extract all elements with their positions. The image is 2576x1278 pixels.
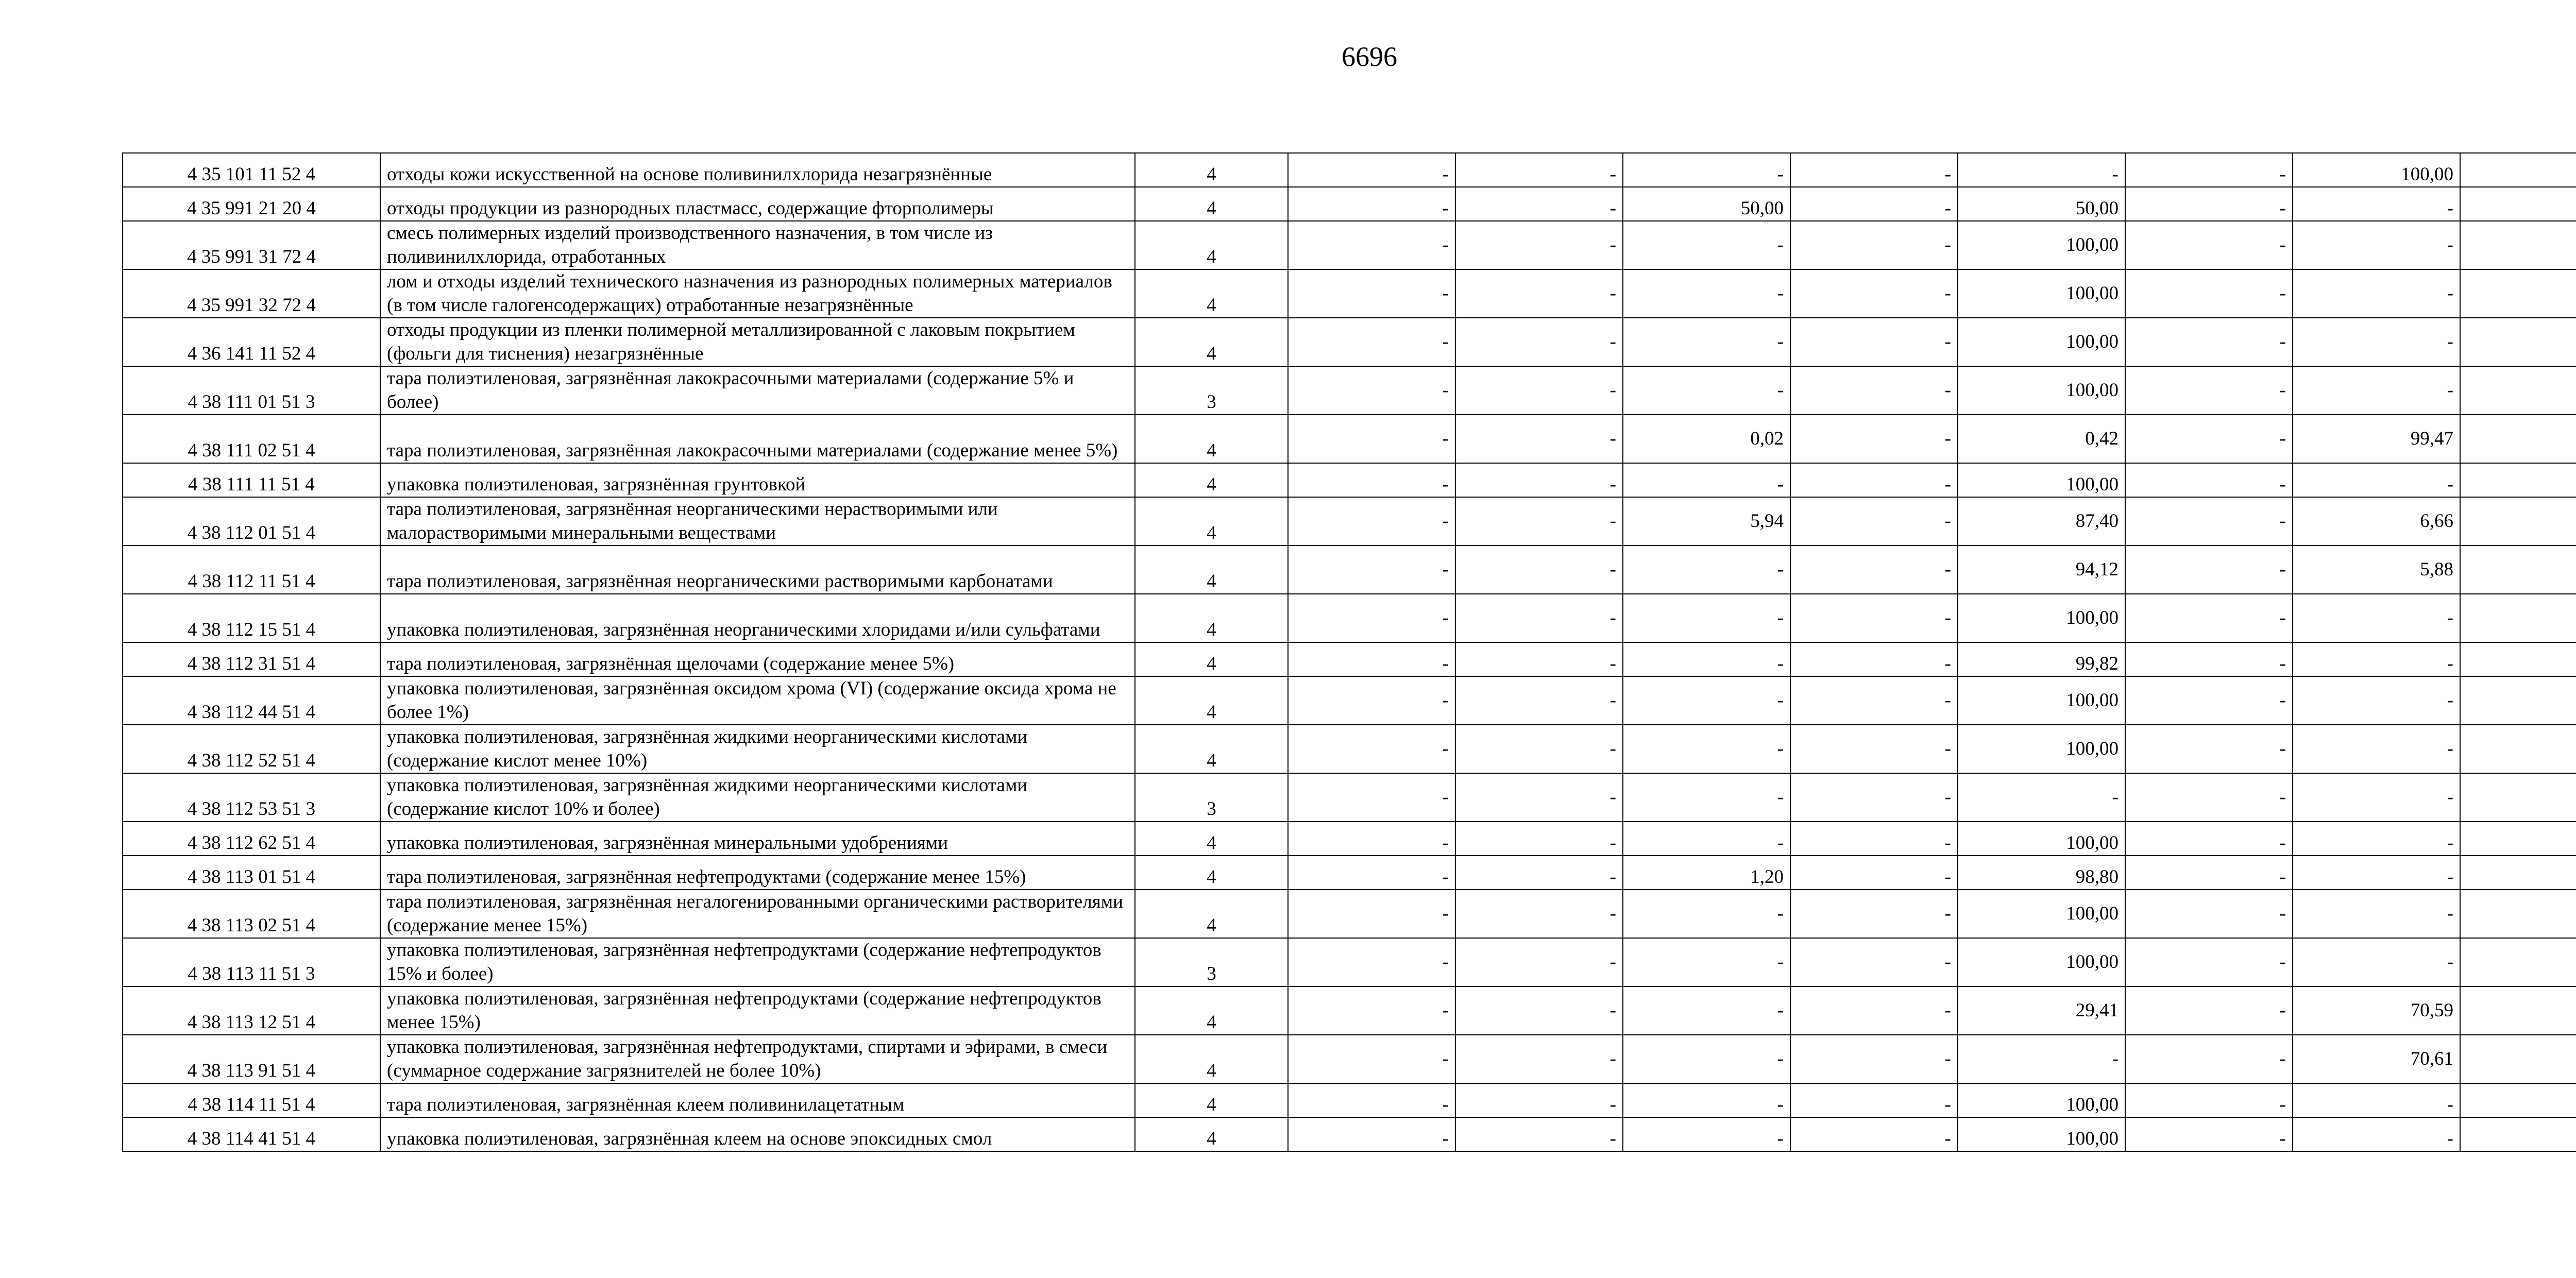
value-cell <box>2460 366 2576 415</box>
hazard-class-cell: 4 <box>1135 1035 1288 1083</box>
value-cell: 94,12 <box>1958 546 2125 594</box>
value-cell: - <box>2125 1035 2293 1083</box>
value-cell <box>2460 642 2576 676</box>
value-cell: - <box>2125 890 2293 938</box>
value-cell: - <box>2125 822 2293 856</box>
table-row <box>123 725 2576 773</box>
value-cell: 6,66 <box>2293 497 2460 546</box>
value-cell: - <box>1623 676 1790 725</box>
table-row <box>123 153 2576 187</box>
waste-name-cell: упаковка полиэтиленовая, загрязнённая нефтепродуктами (содержание нефтепродуктов 15% и более) <box>380 938 1135 986</box>
value-cell <box>2460 497 2576 546</box>
value-cell: - <box>1455 1117 1623 1151</box>
hazard-class-cell: 4 <box>1135 594 1288 642</box>
value-cell: - <box>1455 221 1623 269</box>
value-cell: - <box>1790 856 1958 890</box>
hazard-class-cell: 4 <box>1135 497 1288 546</box>
value-cell: - <box>2293 187 2460 221</box>
value-cell: - <box>1455 497 1623 546</box>
waste-name-cell: упаковка полиэтиленовая, загрязнённая нефтепродуктами (содержание нефтепродуктов менее 15%) <box>380 986 1135 1035</box>
value-cell: 0,42 <box>1958 415 2125 463</box>
table-row <box>123 938 2576 986</box>
waste-code-cell: 4 38 112 44 51 4 <box>123 676 380 725</box>
value-cell: - <box>1958 153 2125 187</box>
page-number: 6696 <box>1342 41 1397 72</box>
value-cell: - <box>1623 642 1790 676</box>
value-cell <box>2460 1035 2576 1083</box>
hazard-class-cell: 4 <box>1135 642 1288 676</box>
value-cell: - <box>1623 773 1790 822</box>
waste-code-cell: 4 38 111 01 51 3 <box>123 366 380 415</box>
value-cell: 98,80 <box>1958 856 2125 890</box>
value-cell <box>2460 415 2576 463</box>
value-cell <box>2460 986 2576 1035</box>
hazard-class-cell: 4 <box>1135 269 1288 318</box>
value-cell: - <box>2293 938 2460 986</box>
value-cell <box>2460 153 2576 187</box>
value-cell: - <box>1623 269 1790 318</box>
value-cell: 1,20 <box>1623 856 1790 890</box>
value-cell: 100,00 <box>1958 221 2125 269</box>
value-cell: 29,41 <box>1958 986 2125 1035</box>
waste-code-cell: 4 38 113 02 51 4 <box>123 890 380 938</box>
value-cell: - <box>1455 594 1623 642</box>
waste-code-cell: 4 38 114 41 51 4 <box>123 1117 380 1151</box>
value-cell: - <box>1455 269 1623 318</box>
value-cell: - <box>2293 594 2460 642</box>
value-cell: - <box>1288 676 1455 725</box>
hazard-class-cell: 4 <box>1135 318 1288 366</box>
waste-name-cell: тара полиэтиленовая, загрязнённая щелочами (содержание менее 5%) <box>380 642 1135 676</box>
table-row <box>123 773 2576 822</box>
value-cell: - <box>1790 890 1958 938</box>
value-cell: 0,02 <box>1623 415 1790 463</box>
value-cell: - <box>1790 463 1958 497</box>
waste-code-cell: 4 38 112 62 51 4 <box>123 822 380 856</box>
value-cell: - <box>2125 938 2293 986</box>
value-cell: - <box>1288 1083 1455 1117</box>
value-cell: - <box>1288 269 1455 318</box>
value-cell: - <box>1455 986 1623 1035</box>
value-cell: 100,00 <box>1958 676 2125 725</box>
value-cell: - <box>2293 822 2460 856</box>
value-cell: - <box>1623 546 1790 594</box>
waste-data-table <box>122 152 2576 1152</box>
waste-name-cell: тара полиэтиленовая, загрязнённая неорганическими растворимыми карбонатами <box>380 546 1135 594</box>
table-row <box>123 415 2576 463</box>
value-cell <box>2460 890 2576 938</box>
value-cell <box>2460 725 2576 773</box>
value-cell: 100,00 <box>1958 318 2125 366</box>
value-cell: - <box>1623 1035 1790 1083</box>
hazard-class-cell: 4 <box>1135 1083 1288 1117</box>
value-cell: - <box>2125 221 2293 269</box>
value-cell: - <box>1790 986 1958 1035</box>
table-row <box>123 546 2576 594</box>
value-cell: 100,00 <box>1958 938 2125 986</box>
value-cell: - <box>1455 1083 1623 1117</box>
hazard-class-cell: 4 <box>1135 221 1288 269</box>
value-cell: 5,94 <box>1623 497 1790 546</box>
waste-name-cell: тара полиэтиленовая, загрязнённая негалогенированными органическими растворителями (содержание менее 15%) <box>380 890 1135 938</box>
waste-name-cell: отходы продукции из пленки полимерной металлизированной с лаковым покрытием (фольги для тиснения) незагрязнённые <box>380 318 1135 366</box>
hazard-class-cell: 4 <box>1135 153 1288 187</box>
value-cell <box>2460 269 2576 318</box>
value-cell: - <box>2125 497 2293 546</box>
waste-code-cell: 4 38 112 52 51 4 <box>123 725 380 773</box>
hazard-class-cell: 4 <box>1135 822 1288 856</box>
hazard-class-cell: 4 <box>1135 856 1288 890</box>
value-cell <box>2460 1083 2576 1117</box>
value-cell: - <box>1623 366 1790 415</box>
value-cell: - <box>1790 1117 1958 1151</box>
value-cell: - <box>2125 366 2293 415</box>
hazard-class-cell: 4 <box>1135 986 1288 1035</box>
hazard-class-cell: 4 <box>1135 546 1288 594</box>
value-cell: 100,00 <box>1958 594 2125 642</box>
waste-name-cell: тара полиэтиленовая, загрязнённая лакокрасочными материалами (содержание 5% и более) <box>380 366 1135 415</box>
value-cell <box>2460 773 2576 822</box>
table-row <box>123 497 2576 546</box>
value-cell: - <box>1623 986 1790 1035</box>
value-cell: - <box>1455 463 1623 497</box>
value-cell: - <box>1455 546 1623 594</box>
value-cell: - <box>2125 546 2293 594</box>
value-cell: 100,00 <box>1958 269 2125 318</box>
table-row <box>123 856 2576 890</box>
value-cell: - <box>2125 594 2293 642</box>
value-cell <box>2460 594 2576 642</box>
value-cell: - <box>1288 1117 1455 1151</box>
value-cell: - <box>1455 642 1623 676</box>
value-cell: - <box>1455 153 1623 187</box>
value-cell: - <box>1288 187 1455 221</box>
waste-code-cell: 4 38 112 31 51 4 <box>123 642 380 676</box>
value-cell: - <box>1288 153 1455 187</box>
value-cell: - <box>2125 986 2293 1035</box>
value-cell: - <box>1623 890 1790 938</box>
waste-code-cell: 4 38 112 15 51 4 <box>123 594 380 642</box>
value-cell: - <box>2125 1117 2293 1151</box>
value-cell: - <box>1455 856 1623 890</box>
waste-name-cell: лом и отходы изделий технического назначения из разнородных полимерных материалов (в том числе галогенсодержащих) отработанные незагрязнённые <box>380 269 1135 318</box>
value-cell: 50,00 <box>1958 187 2125 221</box>
value-cell: - <box>2293 725 2460 773</box>
hazard-class-cell: 4 <box>1135 676 1288 725</box>
value-cell: - <box>2293 890 2460 938</box>
value-cell: - <box>2293 773 2460 822</box>
value-cell: - <box>1288 497 1455 546</box>
value-cell: - <box>1455 676 1623 725</box>
value-cell: - <box>1623 594 1790 642</box>
waste-name-cell: упаковка полиэтиленовая, загрязнённая жидкими неорганическими кислотами (содержание кислот 10% и более) <box>380 773 1135 822</box>
value-cell <box>2460 318 2576 366</box>
waste-name-cell: упаковка полиэтиленовая, загрязнённая оксидом хрома (VI) (содержание оксида хрома не более 1%) <box>380 676 1135 725</box>
waste-code-cell: 4 38 113 01 51 4 <box>123 856 380 890</box>
value-cell: - <box>2293 1117 2460 1151</box>
waste-code-cell: 4 38 113 11 51 3 <box>123 938 380 986</box>
value-cell <box>2460 938 2576 986</box>
value-cell: - <box>1455 318 1623 366</box>
value-cell: - <box>1790 546 1958 594</box>
value-cell: - <box>2293 463 2460 497</box>
value-cell: - <box>1790 415 1958 463</box>
value-cell: - <box>1790 497 1958 546</box>
value-cell: - <box>2125 318 2293 366</box>
value-cell <box>2460 221 2576 269</box>
value-cell: - <box>2293 856 2460 890</box>
value-cell: - <box>2293 676 2460 725</box>
waste-code-cell: 4 35 991 32 72 4 <box>123 269 380 318</box>
value-cell: 50,00 <box>1623 187 1790 221</box>
waste-code-cell: 4 38 112 53 51 3 <box>123 773 380 822</box>
value-cell: 100,00 <box>1958 1117 2125 1151</box>
value-cell: - <box>2293 642 2460 676</box>
table-row <box>123 642 2576 676</box>
value-cell: - <box>1790 1035 1958 1083</box>
waste-code-cell: 4 38 111 02 51 4 <box>123 415 380 463</box>
hazard-class-cell: 4 <box>1135 415 1288 463</box>
table-row <box>123 890 2576 938</box>
value-cell: - <box>1790 221 1958 269</box>
value-cell: - <box>1288 594 1455 642</box>
waste-name-cell: отходы кожи искусственной на основе поливинилхлорида незагрязнённые <box>380 153 1135 187</box>
value-cell: 100,00 <box>1958 1083 2125 1117</box>
hazard-class-cell: 4 <box>1135 1117 1288 1151</box>
waste-code-cell: 4 38 112 11 51 4 <box>123 546 380 594</box>
hazard-class-cell: 4 <box>1135 463 1288 497</box>
value-cell: 70,59 <box>2293 986 2460 1035</box>
value-cell: 99,82 <box>1958 642 2125 676</box>
value-cell: - <box>1623 153 1790 187</box>
value-cell: - <box>1958 773 2125 822</box>
value-cell: - <box>1790 366 1958 415</box>
value-cell <box>2460 1117 2576 1151</box>
table-row <box>123 1035 2576 1083</box>
waste-code-cell: 4 38 112 01 51 4 <box>123 497 380 546</box>
value-cell: - <box>1288 986 1455 1035</box>
value-cell: - <box>2125 642 2293 676</box>
value-cell <box>2460 463 2576 497</box>
value-cell: - <box>1790 318 1958 366</box>
value-cell: - <box>1790 676 1958 725</box>
value-cell: - <box>1455 366 1623 415</box>
value-cell: - <box>1455 1035 1623 1083</box>
value-cell: - <box>1623 221 1790 269</box>
value-cell: - <box>1623 1117 1790 1151</box>
value-cell: - <box>2125 725 2293 773</box>
value-cell <box>2460 187 2576 221</box>
hazard-class-cell: 4 <box>1135 187 1288 221</box>
waste-name-cell: тара полиэтиленовая, загрязнённая лакокрасочными материалами (содержание менее 5%) <box>380 415 1135 463</box>
table-row <box>123 986 2576 1035</box>
value-cell: - <box>2125 856 2293 890</box>
value-cell: 100,00 <box>1958 725 2125 773</box>
value-cell: - <box>1790 1083 1958 1117</box>
waste-name-cell: тара полиэтиленовая, загрязнённая неорганическими нерастворимыми или малорастворимыми минеральными веществами <box>380 497 1135 546</box>
waste-name-cell: тара полиэтиленовая, загрязнённая клеем поливинилацетатным <box>380 1083 1135 1117</box>
value-cell: - <box>2125 1083 2293 1117</box>
value-cell: - <box>1958 1035 2125 1083</box>
value-cell: - <box>1623 725 1790 773</box>
value-cell: - <box>2293 1083 2460 1117</box>
value-cell: - <box>1455 187 1623 221</box>
value-cell: 100,00 <box>2293 153 2460 187</box>
value-cell: - <box>1790 187 1958 221</box>
value-cell: - <box>2125 676 2293 725</box>
value-cell: - <box>1790 725 1958 773</box>
waste-code-cell: 4 38 114 11 51 4 <box>123 1083 380 1117</box>
value-cell: - <box>1623 318 1790 366</box>
waste-code-cell: 4 38 111 11 51 4 <box>123 463 380 497</box>
value-cell: - <box>1623 822 1790 856</box>
value-cell: 100,00 <box>1958 463 2125 497</box>
value-cell: - <box>1288 221 1455 269</box>
value-cell: - <box>1455 822 1623 856</box>
waste-code-cell: 4 35 101 11 52 4 <box>123 153 380 187</box>
table-row <box>123 594 2576 642</box>
hazard-class-cell: 3 <box>1135 366 1288 415</box>
waste-name-cell: отходы продукции из разнородных пластмасс, содержащие фторполимеры <box>380 187 1135 221</box>
table-row <box>123 221 2576 269</box>
value-cell: - <box>1288 415 1455 463</box>
value-cell: - <box>1790 269 1958 318</box>
value-cell <box>2460 546 2576 594</box>
value-cell: - <box>1455 773 1623 822</box>
waste-name-cell: упаковка полиэтиленовая, загрязнённая минеральными удобрениями <box>380 822 1135 856</box>
value-cell <box>2460 676 2576 725</box>
table-row <box>123 366 2576 415</box>
value-cell: 100,00 <box>1958 366 2125 415</box>
waste-name-cell: упаковка полиэтиленовая, загрязнённая жидкими неорганическими кислотами (содержание кислот менее 10%) <box>380 725 1135 773</box>
value-cell: - <box>1790 642 1958 676</box>
value-cell: 99,47 <box>2293 415 2460 463</box>
value-cell: 70,61 <box>2293 1035 2460 1083</box>
table-body <box>123 153 2576 1151</box>
value-cell: 5,88 <box>2293 546 2460 594</box>
value-cell: - <box>1288 546 1455 594</box>
value-cell: - <box>1288 463 1455 497</box>
value-cell: - <box>1455 938 1623 986</box>
value-cell: - <box>2125 187 2293 221</box>
value-cell: - <box>1288 366 1455 415</box>
value-cell: 87,40 <box>1958 497 2125 546</box>
value-cell: - <box>1288 318 1455 366</box>
value-cell: - <box>1790 773 1958 822</box>
waste-name-cell: упаковка полиэтиленовая, загрязнённая неорганическими хлоридами и/или сульфатами <box>380 594 1135 642</box>
value-cell: - <box>2293 366 2460 415</box>
value-cell: - <box>1790 594 1958 642</box>
value-cell: 100,00 <box>1958 822 2125 856</box>
value-cell <box>2460 856 2576 890</box>
hazard-class-cell: 4 <box>1135 725 1288 773</box>
value-cell: - <box>2293 318 2460 366</box>
waste-code-cell: 4 38 113 91 51 4 <box>123 1035 380 1083</box>
table-row <box>123 187 2576 221</box>
waste-code-cell: 4 38 113 12 51 4 <box>123 986 380 1035</box>
table-row <box>123 676 2576 725</box>
value-cell: - <box>1288 1035 1455 1083</box>
value-cell: - <box>1790 153 1958 187</box>
value-cell: - <box>2125 269 2293 318</box>
waste-code-cell: 4 35 991 31 72 4 <box>123 221 380 269</box>
value-cell: - <box>1288 642 1455 676</box>
value-cell: - <box>1288 725 1455 773</box>
waste-code-cell: 4 36 141 11 52 4 <box>123 318 380 366</box>
value-cell: - <box>2293 269 2460 318</box>
value-cell: - <box>2125 415 2293 463</box>
value-cell: 100,00 <box>1958 890 2125 938</box>
waste-name-cell: тара полиэтиленовая, загрязнённая нефтепродуктами (содержание менее 15%) <box>380 856 1135 890</box>
table-row <box>123 269 2576 318</box>
value-cell: - <box>2125 463 2293 497</box>
value-cell: - <box>1623 938 1790 986</box>
waste-code-cell: 4 35 991 21 20 4 <box>123 187 380 221</box>
value-cell: - <box>1623 1083 1790 1117</box>
hazard-class-cell: 3 <box>1135 938 1288 986</box>
table-row <box>123 1117 2576 1151</box>
value-cell: - <box>1455 415 1623 463</box>
waste-name-cell: смесь полимерных изделий производственного назначения, в том числе из поливинилхлорида, отработанных <box>380 221 1135 269</box>
waste-name-cell: упаковка полиэтиленовая, загрязнённая клеем на основе эпоксидных смол <box>380 1117 1135 1151</box>
value-cell <box>2460 822 2576 856</box>
value-cell: - <box>1623 463 1790 497</box>
table-row <box>123 822 2576 856</box>
table-row <box>123 463 2576 497</box>
value-cell: - <box>2293 221 2460 269</box>
value-cell: - <box>2125 153 2293 187</box>
table-row <box>123 1083 2576 1117</box>
waste-name-cell: упаковка полиэтиленовая, загрязнённая грунтовкой <box>380 463 1135 497</box>
value-cell: - <box>1288 773 1455 822</box>
value-cell: - <box>1790 938 1958 986</box>
table-row <box>123 318 2576 366</box>
hazard-class-cell: 4 <box>1135 890 1288 938</box>
value-cell: - <box>1288 822 1455 856</box>
value-cell: - <box>1288 890 1455 938</box>
value-cell: - <box>1455 890 1623 938</box>
value-cell: - <box>1288 856 1455 890</box>
value-cell: - <box>1288 938 1455 986</box>
value-cell: - <box>2125 773 2293 822</box>
value-cell: - <box>1790 822 1958 856</box>
hazard-class-cell: 3 <box>1135 773 1288 822</box>
value-cell: - <box>1455 725 1623 773</box>
waste-name-cell: упаковка полиэтиленовая, загрязнённая нефтепродуктами, спиртами и эфирами, в смеси (суммарное содержание загрязнителей не более 10%) <box>380 1035 1135 1083</box>
